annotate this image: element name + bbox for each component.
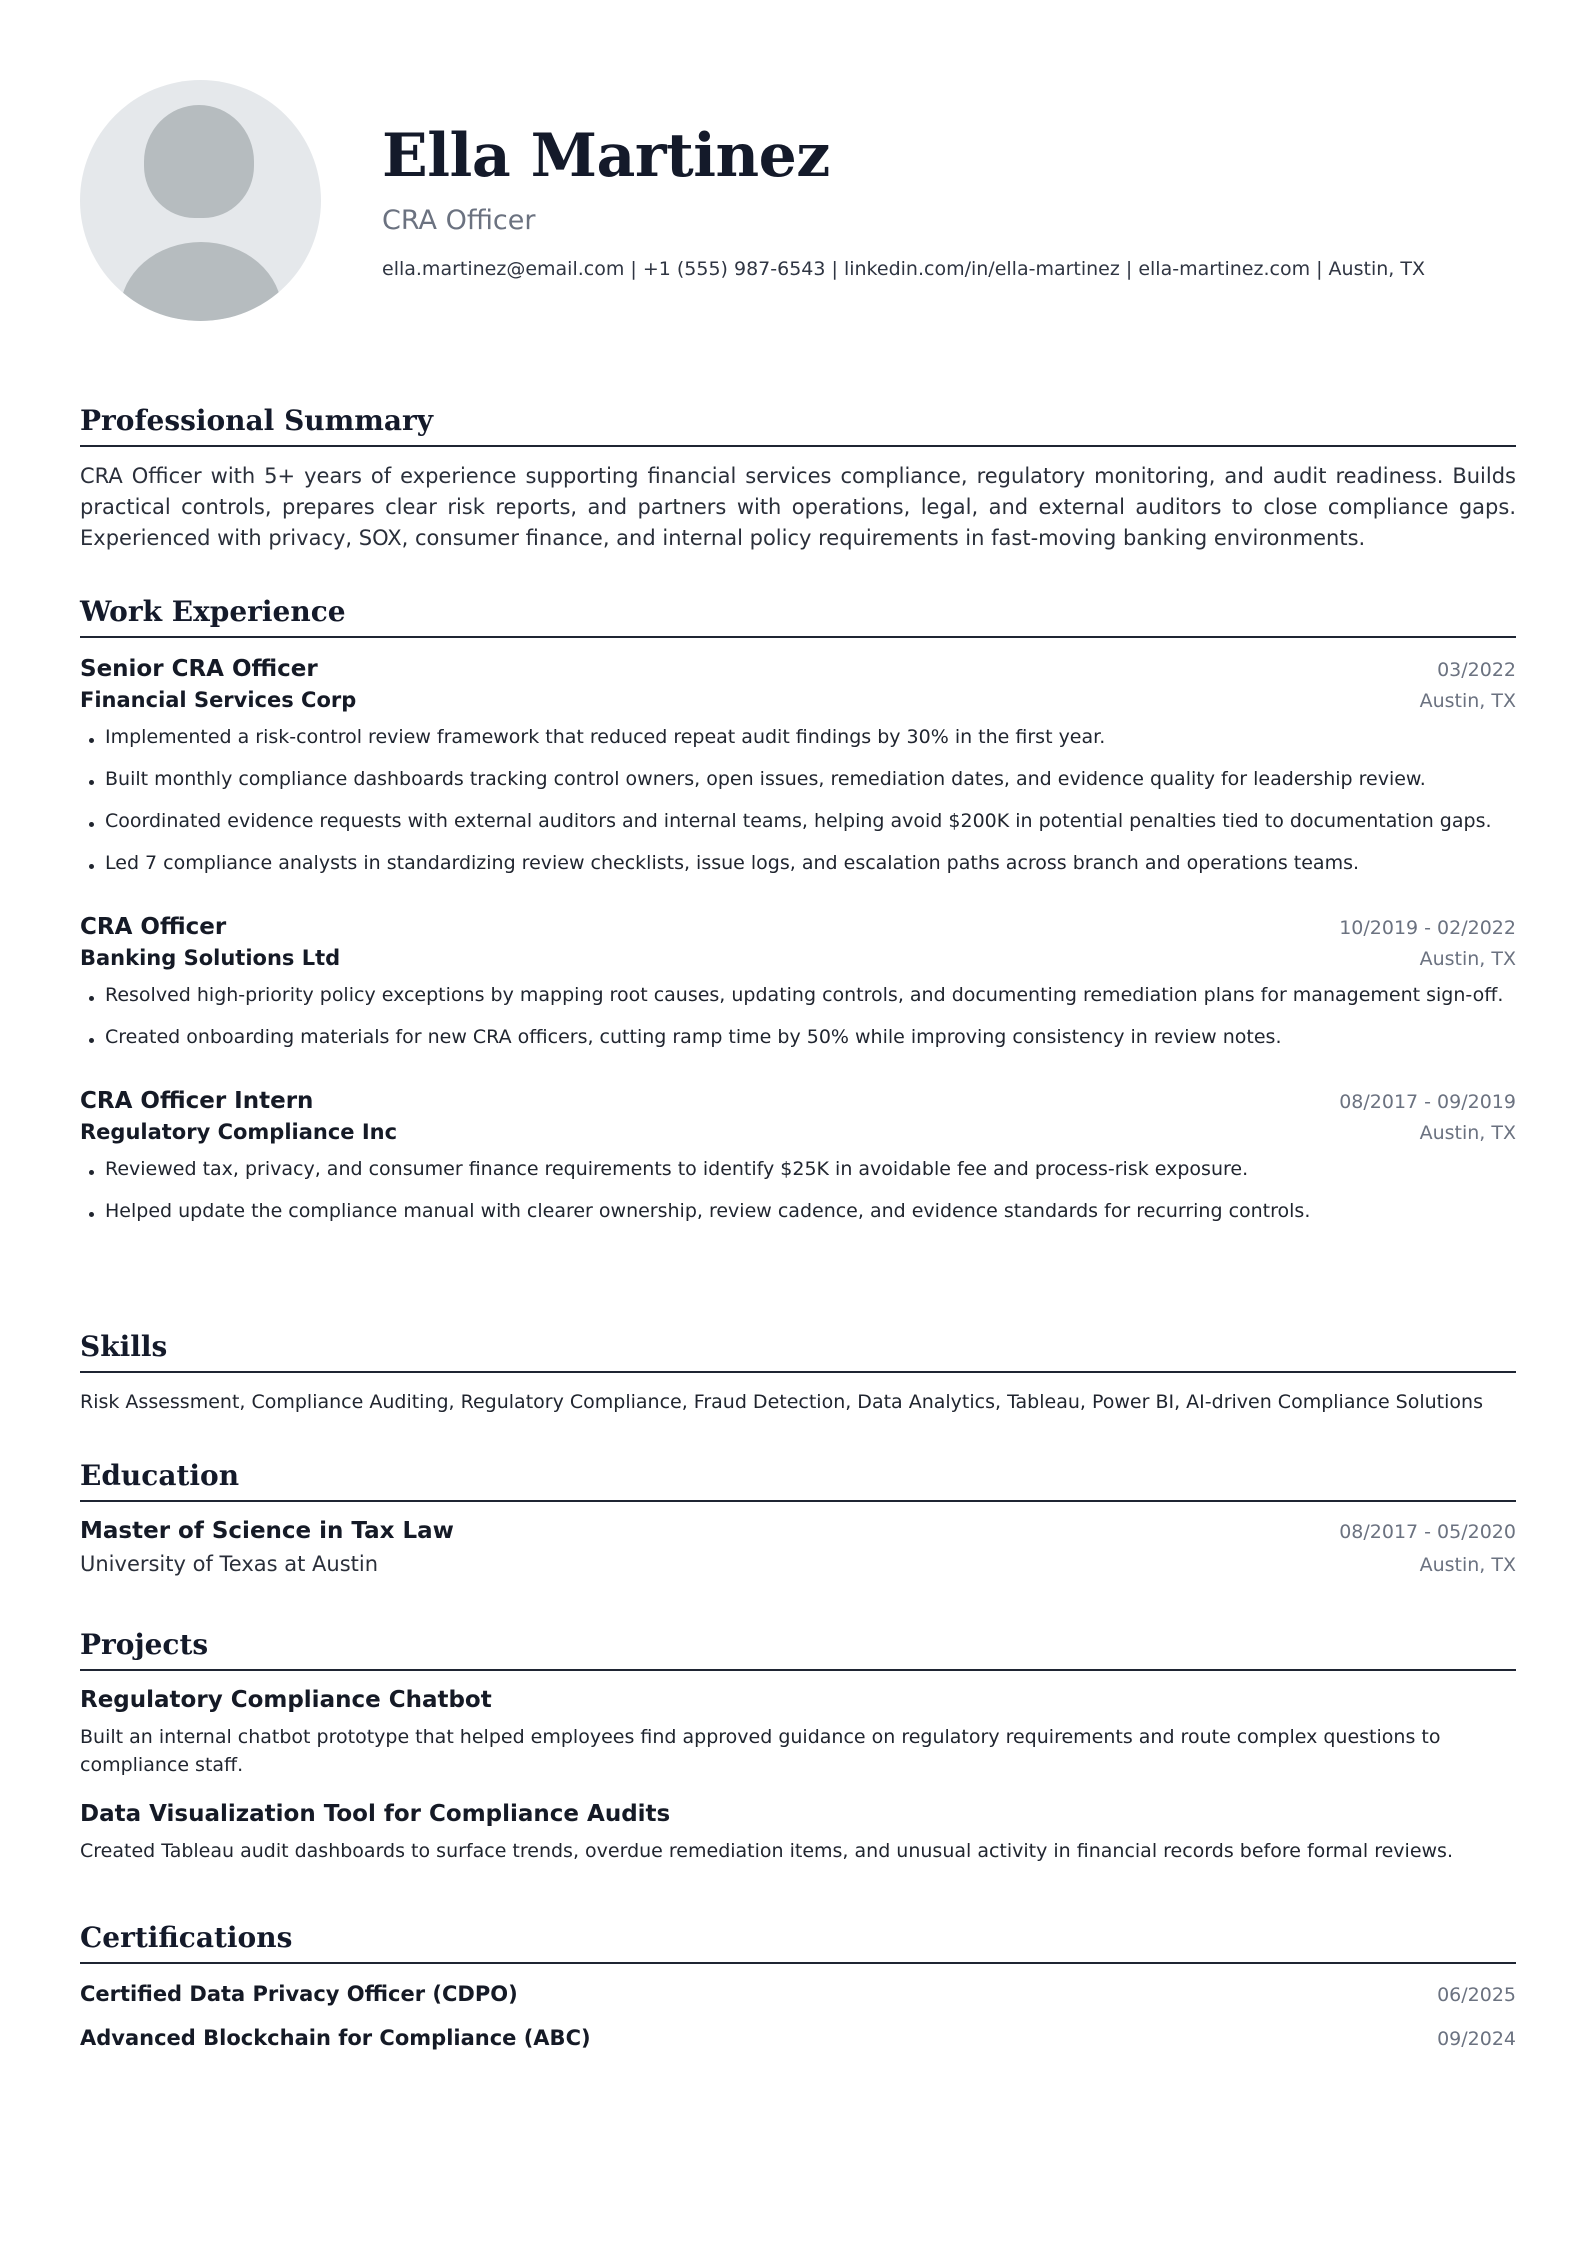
certifications-section	[80, 1919, 1516, 2050]
work-experience-section	[80, 593, 1516, 1232]
list-item: Reviewed tax, privacy, and consumer finance requirements to identify $25K in avoidable fee and process-risk exposure.	[80, 1148, 1516, 1190]
job-entry	[80, 914, 1516, 1058]
section-heading: Education	[80, 1457, 1516, 1502]
job-company: Financial Services Corp	[80, 688, 357, 712]
job-bullets	[80, 974, 1516, 1058]
section-heading: Certifications	[80, 1919, 1516, 1964]
section-heading: Professional Summary	[80, 402, 1516, 447]
list-item: Led 7 compliance analysts in standardizing review checklists, issue logs, and escalation paths across branch and operations teams.	[80, 842, 1516, 884]
avatar-head-shape	[144, 105, 254, 218]
avatar-body-shape	[120, 242, 282, 321]
job-bullets	[80, 716, 1516, 884]
list-item: Helped update the compliance manual with clearer ownership, review cadence, and evidence standards for recurring controls.	[80, 1190, 1516, 1232]
job-date: 10/2019 - 02/2022	[1339, 917, 1516, 939]
job-location: Austin, TX	[1419, 690, 1516, 712]
list-item: Built monthly compliance dashboards tracking control owners, open issues, remediation dates, and evidence quality for leadership review.	[80, 758, 1516, 800]
school-name: University of Texas at Austin	[80, 1552, 379, 1576]
list-item: Coordinated evidence requests with external auditors and internal teams, helping avoid $200K in potential penalties tied to documentation gaps.	[80, 800, 1516, 842]
education-date: 08/2017 - 05/2020	[1339, 1521, 1516, 1543]
certification-entry	[80, 2026, 1516, 2050]
education-section	[80, 1457, 1516, 1576]
list-item: Resolved high-priority policy exceptions by mapping root causes, updating controls, and documenting remediation plans for management sign-off.	[80, 974, 1516, 1016]
education-location: Austin, TX	[1419, 1554, 1516, 1576]
skills-section	[80, 1328, 1516, 1413]
project-description: Created Tableau audit dashboards to surface trends, overdue remediation items, and unusual activity in financial records before formal reviews.	[80, 1840, 1453, 1862]
job-role: Senior CRA Officer	[80, 656, 318, 682]
certification-date: 09/2024	[1437, 2028, 1516, 2050]
contact-info: ella.martinez@email.com | +1 (555) 987-6543 | linkedin.com/in/ella-martinez | ella-martinez.com | Austin, TX	[382, 258, 1425, 280]
job-role: CRA Officer	[80, 914, 227, 940]
skills-text: Risk Assessment, Compliance Auditing, Regulatory Compliance, Fraud Detection, Data Analytics, Tableau, Power BI, AI-driven Compliance Solutions	[80, 1391, 1483, 1413]
project-description: Built an internal chatbot prototype that helped employees find approved guidance on regulatory requirements and route complex questions to compliance staff.	[80, 1726, 1441, 1776]
projects-section	[80, 1626, 1516, 1865]
job-company: Banking Solutions Ltd	[80, 946, 341, 970]
project-title: Data Visualization Tool for Compliance Audits	[80, 1801, 671, 1827]
job-location: Austin, TX	[1419, 948, 1516, 970]
candidate-name: Ella Martinez	[382, 121, 830, 191]
project-title: Regulatory Compliance Chatbot	[80, 1687, 492, 1713]
job-date: 08/2017 - 09/2019	[1339, 1091, 1516, 1113]
certification-entry	[80, 1982, 1516, 2006]
list-item: Created onboarding materials for new CRA officers, cutting ramp time by 50% while improving consistency in review notes.	[80, 1016, 1516, 1058]
section-heading: Projects	[80, 1626, 1516, 1671]
candidate-title: CRA Officer	[382, 205, 536, 236]
job-entry	[80, 1088, 1516, 1232]
job-entry	[80, 656, 1516, 884]
certification-name: Certified Data Privacy Officer (CDPO)	[80, 1982, 518, 2006]
summary-text: CRA Officer with 5+ years of experience supporting financial services compliance, regulatory monitoring, and audit readiness. Builds practical controls, prepares clear risk reports, and partners with operations, legal, and external auditors to close compliance gaps. Experienced with privacy, SOX, consumer finance, and internal policy requirements in fast-moving banking environments.	[80, 464, 1516, 550]
job-bullets	[80, 1148, 1516, 1232]
certification-name: Advanced Blockchain for Compliance (ABC)	[80, 2026, 591, 2050]
section-heading: Work Experience	[80, 593, 1516, 638]
certification-date: 06/2025	[1437, 1984, 1516, 2006]
section-heading: Skills	[80, 1328, 1516, 1373]
project-entry	[80, 1687, 1516, 1779]
job-location: Austin, TX	[1419, 1122, 1516, 1144]
job-date: 03/2022	[1437, 659, 1516, 681]
degree-name: Master of Science in Tax Law	[80, 1518, 454, 1544]
list-item: Implemented a risk-control review framework that reduced repeat audit findings by 30% in the first year.	[80, 716, 1516, 758]
summary-section	[80, 402, 1516, 554]
resume-header	[80, 0, 1508, 340]
project-entry	[80, 1801, 1516, 1865]
job-role: CRA Officer Intern	[80, 1088, 314, 1114]
avatar-placeholder-icon	[80, 80, 321, 321]
job-company: Regulatory Compliance Inc	[80, 1120, 398, 1144]
